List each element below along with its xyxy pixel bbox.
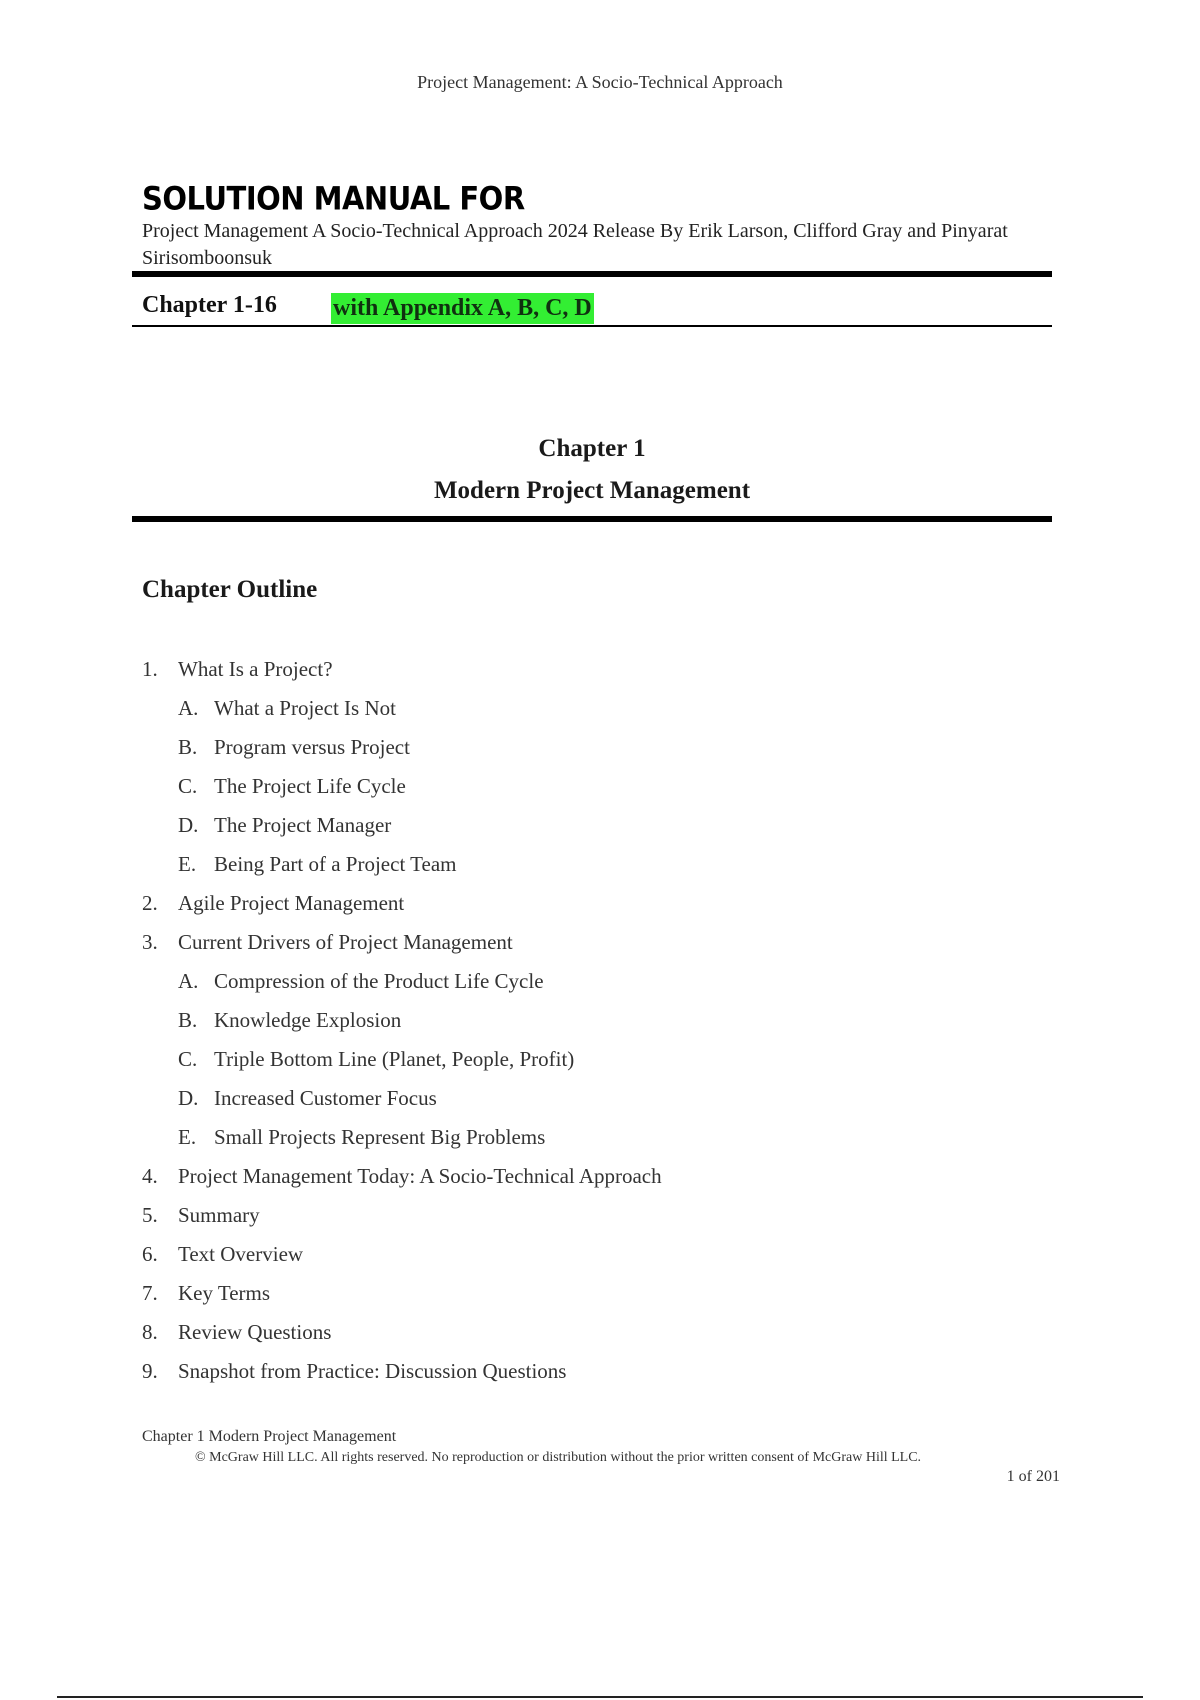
- document-subtitle: Project Management A Socio-Technical Approach 2024 Release By Erik Larson, Clifford Gray and Pinyarat Sirisomboonsuk: [142, 220, 1008, 269]
- outline-item-letter: C.: [178, 774, 198, 798]
- footer-chapter: Chapter 1 Modern Project Management: [142, 1428, 397, 1445]
- chapter-heading: [132, 428, 1052, 512]
- outline-subitem: [142, 732, 1042, 771]
- outline-item-number: 7.: [142, 1281, 158, 1305]
- outline-item-text: Knowledge Explosion: [214, 1008, 402, 1032]
- outline-item: [142, 654, 1042, 693]
- outline-subitem: [142, 1122, 1042, 1161]
- page-number: 1 of 201: [1006, 1468, 1060, 1485]
- outline-item-letter: B.: [178, 735, 198, 759]
- header-divider-thin: [132, 325, 1052, 327]
- chapter-label: Chapter 1: [538, 435, 646, 462]
- outline-item-number: 9.: [142, 1359, 158, 1383]
- outline-item-text: Small Projects Represent Big Problems: [214, 1125, 546, 1149]
- outline-subitem: [142, 1083, 1042, 1122]
- outline-item-number: 8.: [142, 1320, 158, 1344]
- chapter-name: Modern Project Management: [433, 477, 751, 504]
- outline-item: [142, 1278, 1042, 1317]
- outline-item-letter: E.: [178, 1125, 197, 1149]
- outline-item-text: Summary: [178, 1203, 260, 1227]
- outline-subitem: [142, 1044, 1042, 1083]
- outline-item-text: Program versus Project: [214, 735, 410, 759]
- chapter-range: Chapter 1-16: [142, 292, 277, 318]
- outline-item-number: 6.: [142, 1242, 158, 1266]
- outline-item-text: Current Drivers of Project Management: [178, 930, 513, 954]
- running-header: Project Management: A Socio-Technical Approach: [417, 72, 783, 92]
- outline-item-text: Key Terms: [178, 1281, 271, 1305]
- outline-title: Chapter Outline: [142, 576, 318, 603]
- document-title: SOLUTION MANUAL FOR: [142, 180, 525, 218]
- outline-item-text: Project Management Today: A Socio-Technical Approach: [178, 1164, 662, 1188]
- outline-item: [142, 927, 1042, 966]
- outline-item: [142, 1356, 1042, 1395]
- outline-item-text: Snapshot from Practice: Discussion Questions: [178, 1359, 567, 1383]
- outline-item: [142, 1317, 1042, 1356]
- outline-subitem: [142, 1005, 1042, 1044]
- outline-item-letter: C.: [178, 1047, 198, 1071]
- outline-item-letter: E.: [178, 852, 197, 876]
- outline-item-number: 5.: [142, 1203, 158, 1227]
- outline-item-number: 1.: [142, 657, 158, 681]
- outline-item: [142, 1200, 1042, 1239]
- outline-subitem: [142, 693, 1042, 732]
- outline-item: [142, 888, 1042, 927]
- outline-item-text: Increased Customer Focus: [214, 1086, 437, 1110]
- outline-item-text: Triple Bottom Line (Planet, People, Profit): [214, 1047, 575, 1071]
- outline-subitem: [142, 966, 1042, 1005]
- outline-item-letter: D.: [178, 813, 199, 837]
- outline-item: [142, 1161, 1042, 1200]
- header-divider-thick: [132, 271, 1052, 277]
- outline-item-letter: A.: [178, 969, 199, 993]
- outline-item-text: Being Part of a Project Team: [214, 852, 457, 876]
- outline-item-text: The Project Manager: [214, 813, 392, 837]
- outline-item-number: 3.: [142, 930, 158, 954]
- outline-item-text: What Is a Project?: [178, 657, 333, 681]
- outline-item-text: What a Project Is Not: [214, 696, 396, 720]
- chapter-divider: [132, 516, 1052, 522]
- outline-subitem: [142, 771, 1042, 810]
- appendix-highlight: with Appendix A, B, C, D: [331, 293, 594, 324]
- outline-item-letter: D.: [178, 1086, 199, 1110]
- outline-item: [142, 1239, 1042, 1278]
- chapter-outline: [142, 654, 1042, 1395]
- outline-item-text: Compression of the Product Life Cycle: [214, 969, 544, 993]
- outline-item-text: Text Overview: [178, 1242, 304, 1266]
- outline-item-text: Review Questions: [178, 1320, 332, 1344]
- outline-item-letter: A.: [178, 696, 199, 720]
- outline-item-text: Agile Project Management: [178, 891, 405, 915]
- outline-item-number: 2.: [142, 891, 158, 915]
- outline-subitem: [142, 849, 1042, 888]
- outline-subitem: [142, 810, 1042, 849]
- outline-item-text: The Project Life Cycle: [214, 774, 406, 798]
- outline-item-number: 4.: [142, 1164, 158, 1188]
- bottom-divider: [57, 1696, 1143, 1698]
- footer-copyright: © McGraw Hill LLC. All rights reserved. No reproduction or distribution without the prior written consent of McGraw Hill LLC.: [195, 1450, 922, 1465]
- outline-item-letter: B.: [178, 1008, 198, 1032]
